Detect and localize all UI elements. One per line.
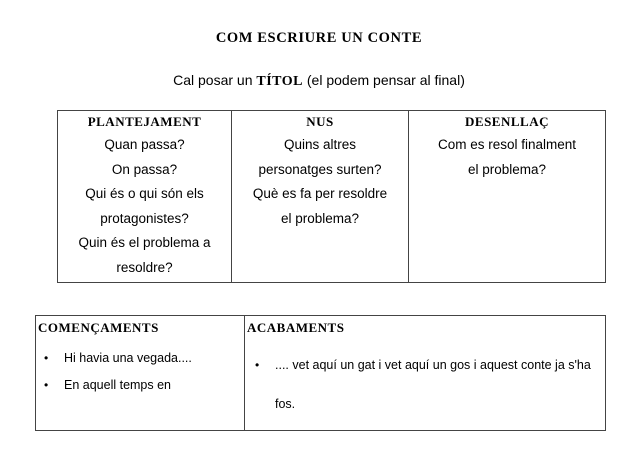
column-line: Quins altres <box>283 137 357 152</box>
column-line: protagonistes? <box>100 210 189 226</box>
endings-cell <box>245 316 606 431</box>
endings-header: ACABAMENTS <box>247 320 345 335</box>
subtitle-keyword: TÍTOL <box>256 74 303 89</box>
bullet-icon: • <box>44 351 49 365</box>
column-line: el problema? <box>467 161 547 177</box>
column-line: Com es resol finalment <box>437 137 577 152</box>
column-line: el problema? <box>280 210 360 226</box>
beginnings-cell <box>36 316 245 431</box>
beginnings-header: COMENÇAMENTS <box>38 320 159 335</box>
column-line: Quan passa? <box>104 137 185 152</box>
list-item <box>44 373 238 398</box>
column-plantejament <box>58 111 232 283</box>
list-item <box>44 346 238 371</box>
list-item-text: Hi havia una vegada.... <box>64 351 192 365</box>
list-item <box>255 346 599 424</box>
list-item-text: .... vet aquí un gat i vet aquí un gos i aquest conte ja s'ha fos. <box>275 358 591 411</box>
column-line: resoldre? <box>116 259 173 275</box>
column-line: Quin és el problema a <box>78 235 211 250</box>
subtitle-after: (el podem pensar al final) <box>303 72 465 88</box>
phrases-table <box>35 315 606 431</box>
column-header: DESENLLAÇ <box>465 114 549 129</box>
column-desenllac <box>409 111 606 283</box>
column-header: NUS <box>306 114 334 129</box>
subtitle <box>0 72 638 90</box>
column-line: personatges surten? <box>258 161 382 177</box>
structure-table <box>57 110 606 283</box>
table-row <box>36 316 606 431</box>
column-line: Què es fa per resoldre <box>252 186 388 201</box>
page-title: COM ESCRIURE UN CONTE <box>215 30 423 46</box>
column-line: On passa? <box>111 161 178 177</box>
column-header: PLANTEJAMENT <box>87 114 202 129</box>
column-line: Qui és o qui són els <box>85 186 204 201</box>
bullet-icon: • <box>44 377 49 392</box>
table-row <box>58 111 606 283</box>
list-item-text: En aquell temps en <box>64 377 172 392</box>
bullet-icon: • <box>255 358 260 372</box>
beginnings-list <box>38 346 238 397</box>
column-nus <box>232 111 409 283</box>
endings-list <box>247 346 599 424</box>
subtitle-before: Cal posar un <box>173 72 257 88</box>
